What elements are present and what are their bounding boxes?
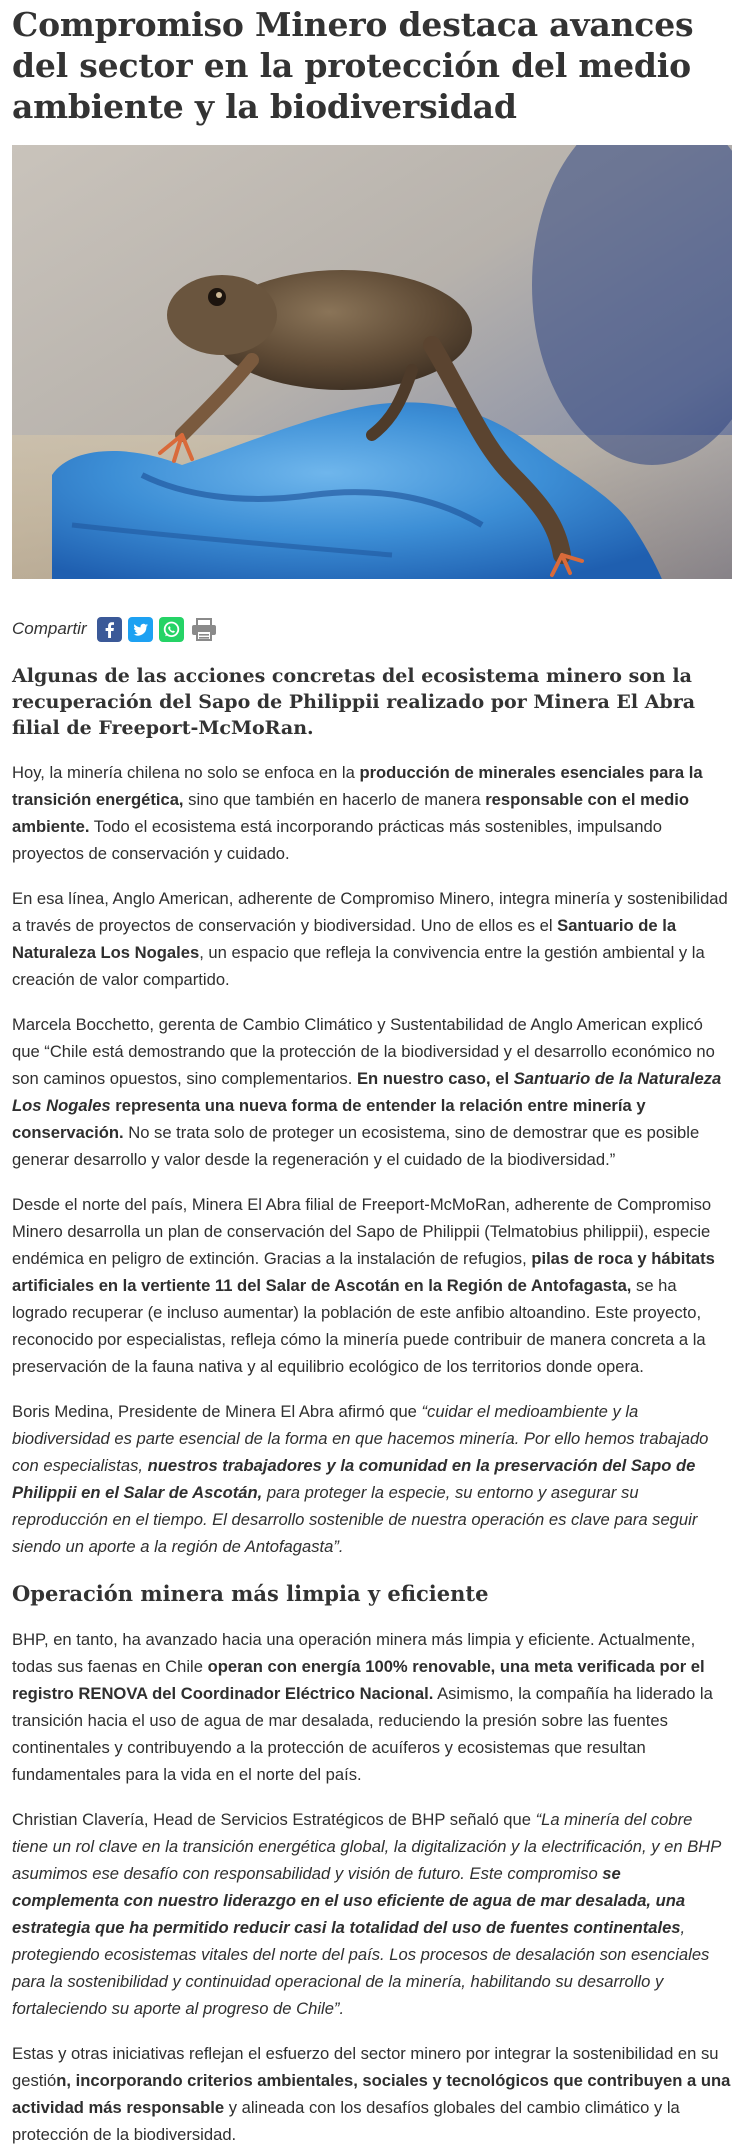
text-run: Hoy, la minería chilena no solo se enfoca en la [12, 763, 360, 782]
text-run: “cuidar el medioambiente y la biodiversidad es parte esencial de la forma en que hacemos minería. Por ello hemos trabajado con especialistas, [12, 1402, 709, 1475]
text-run: Marcela Bocchetto, gerenta de Cambio Climático y Sustentabilidad de Anglo American explicó que “Chile está demostrando que la protección de la biodiversidad y el desarrollo económico no son caminos opuestos, sino complementarios. [12, 1015, 715, 1088]
text-run: producción de minerales esenciales para la transición energética, [12, 763, 703, 809]
text-run: nuestros trabajadores y la comunidad en la preservación del Sapo de Philippii en el Salar de Ascotán, [12, 1456, 696, 1502]
text-run: No se trata solo de proteger un ecosistema, sino de demostrar que es posible generar desarrollo y valor desde la regeneración y el cuidado de la biodiversidad.” [12, 1123, 700, 1169]
text-run: se ha logrado recuperar (e incluso aumentar) la población de este anfibio altoandino. Este proyecto, reconocido por especialistas, refleja cómo la minería puede contribuir de manera concreta a la preservación de la fauna nativa y al equilibrio ecológico de los territorios donde opera. [12, 1276, 706, 1376]
section-heading: Operación minera más limpia y eficiente [12, 1581, 489, 1606]
article [0, 4, 744, 2148]
facebook-icon[interactable] [97, 617, 122, 642]
body-paragraph [12, 1191, 732, 1380]
article-body-section-2 [12, 1626, 732, 2148]
text-run: Asimismo, la compañía ha liderado la transición hacia el uso de agua de mar desalada, reduciendo la presión sobre las fuentes continentales y contribuyendo a la protección de acuíferos y ecosistemas que resultan fundamentales para la vida en el norte del país. [12, 1684, 713, 1784]
body-paragraph [12, 1398, 732, 1560]
text-run: Christian Clavería, Head de Servicios Estratégicos de BHP señaló que [12, 1810, 536, 1829]
text-run: , protegiendo ecosistemas vitales del norte del país. Los procesos de desalación son esenciales para la sostenibilidad y continuidad operacional de la minería, habilitando su desarrollo y fortaleciendo su aporte al progreso de Chile”. [12, 1918, 710, 2018]
whatsapp-icon[interactable] [159, 617, 184, 642]
text-run: y alineada con los desafíos globales del cambio climático y la protección de la biodiversidad. [12, 2098, 680, 2144]
text-run: para proteger la especie, su entorno y asegurar su reproducción en el tiempo. El desarrollo sostenible de nuestra operación es clave para seguir siendo un aporte a la región de Antofagasta”. [12, 1483, 698, 1556]
text-run: Estas y otras iniciativas reflejan el esfuerzo del sector minero por integrar la sostenibilidad en su gestió [12, 2044, 719, 2090]
body-paragraph [12, 759, 732, 867]
text-run: “La minería del cobre tiene un rol clave en la transición energética global, la digitalización y la electrificación, y en BHP asumimos ese desafío con responsabilidad y visión de futuro. Este compromiso [12, 1810, 721, 1883]
share-bar [12, 609, 732, 649]
text-run: Santuario de la Naturaleza Los Nogales [12, 916, 677, 962]
article-body [12, 759, 732, 1560]
text-run: Todo el ecosistema está incorporando prácticas más sostenibles, impulsando proyectos de conservación y cuidado. [12, 817, 662, 863]
article-lead: Algunas de las acciones concretas del ecosistema minero son la recuperación del Sapo de Philippii realizado por Minera El Abra filial de Freeport-McMoRan. [12, 665, 696, 739]
frog-on-glove-photo [12, 145, 732, 579]
article-title: Compromiso Minero destaca avances del sector en la protección del medio ambiente y la biodiversidad [12, 5, 694, 126]
text-run: se complementa con nuestro liderazgo en el uso eficiente de agua de mar desalada, una estrategia que ha permitido reducir casi la totalidad del uso de fuentes continentales [12, 1864, 686, 1937]
body-paragraph [12, 1626, 732, 1788]
text-run: operan con energía 100% renovable, una meta verificada por el registro RENOVA del Coordinador Eléctrico Nacional. [12, 1657, 705, 1703]
hero-image [12, 145, 732, 579]
share-label: Compartir [12, 619, 87, 638]
text-run: Santuario de la Naturaleza Los Nogales [12, 1069, 722, 1115]
text-run: , un espacio que refleja la convivencia entre la gestión ambiental y la creación de valor compartido. [12, 943, 705, 989]
body-paragraph [12, 1011, 732, 1173]
text-run: n, incorporando criterios ambientales, sociales y tecnológicos que contribuyen a una actividad más responsable [12, 2071, 731, 2117]
body-paragraph [12, 885, 732, 993]
twitter-icon[interactable] [128, 617, 153, 642]
body-paragraph [12, 1806, 732, 2022]
print-icon[interactable] [190, 617, 215, 642]
body-paragraph [12, 2040, 732, 2148]
text-run: BHP, en tanto, ha avanzado hacia una operación minera más limpia y eficiente. Actualmente, todas sus faenas en Chile [12, 1630, 696, 1676]
text-run: pilas de roca y hábitats artificiales en la vertiente 11 del Salar de Ascotán en la Región de Antofagasta, [12, 1249, 715, 1295]
text-run: En nuestro caso, el [356, 1069, 514, 1088]
text-run: representa una nueva forma de entender la relación entre minería y conservación. [12, 1096, 646, 1142]
text-run: Desde el norte del país, Minera El Abra filial de Freeport-McMoRan, adherente de Compromiso Minero desarrolla un plan de conservación del Sapo de Philippii (Telmatobius philippii), especie endémica en peligro de extinción. Gracias a la instalación de refugios, [12, 1195, 712, 1268]
text-run: Boris Medina, Presidente de Minera El Abra afirmó que [12, 1402, 422, 1421]
text-run: responsable con el medio ambiente. [12, 790, 689, 836]
text-run: sino que también en hacerlo de manera [183, 790, 486, 809]
text-run: En esa línea, Anglo American, adherente de Compromiso Minero, integra minería y sostenibilidad a través de proyectos de conservación y biodiversidad. Uno de ellos es el [12, 889, 728, 935]
